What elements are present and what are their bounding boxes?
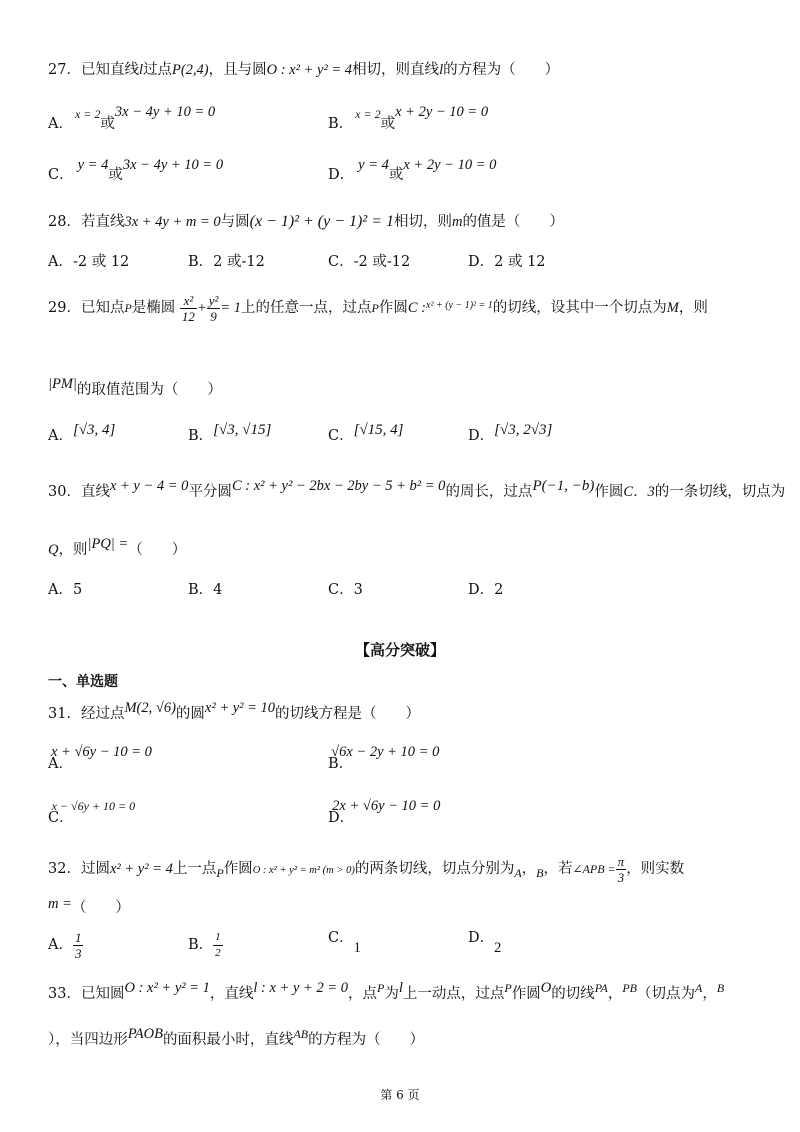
q32-option-a: A． $\frac{1}{3}$ (48, 929, 82, 961)
q28-stem: 28．若直线3x + 4y + m = 0与圆(x − 1)² + (y − 1)² = 1相切，则m的值是（ ） (48, 213, 564, 230)
angle-frac: $\frac{\pi}{3}$ (617, 853, 625, 885)
q27-option-a: A．x = 2或3x − 4y + 10 = 0 (48, 104, 216, 132)
subsection-title: 一、单选题 (48, 674, 118, 690)
page-number: 第 6 页 (380, 1088, 420, 1102)
q29-option-a: A．[√3, 4] (48, 422, 116, 444)
q32-option-b: B． $\frac{1}{2}$ (188, 930, 221, 959)
q30-stem: 30．直线x + y − 4 = 0平分圆C : x² + y² − 2bx − 2by − 5 + b² = 0的周长，过点P(−1, −b)作圆C．3的一条切线，切点为 (48, 478, 786, 500)
q28-option-b: B．2 或-12 (188, 254, 265, 270)
q31-option-d: D．2x + √6y − 10 = 0 (328, 798, 441, 826)
q28-option-d: D．2 或 12 (468, 254, 546, 270)
q27-option-c: C．y = 4或3x − 4y + 10 = 0 (48, 157, 224, 183)
q31-option-a: A．x + √6y − 10 = 0 (48, 744, 152, 772)
q32-option-c: C．1 (328, 930, 361, 956)
q30-option-c: C．3 (328, 582, 363, 598)
q29-option-c: C．[√15, 4] (328, 422, 404, 444)
section-title: 【高分突破】 (354, 641, 445, 659)
q29-stem: 29．已知点P是椭圆 $\frac{\text{x²}}{12}$ + $\frac{\text{y²}}{9}$ = 1上的任意一点，过点P作圆C :$^{x^2 + (y - 1)^2 = 1}$的切线，设其中一个切点为M，则 (48, 292, 708, 324)
q33-stem: 33．已知圆O : x² + y² = 1，直线l : x + y + 2 = 0，点P为l上一动点，过点P作圆O的切线PA，PB（切点为A，B (48, 980, 725, 1002)
q28-option-a: A．-2 或 12 (48, 254, 130, 270)
q28-option-c: C．-2 或-12 (328, 254, 411, 270)
q32-stem-line2: m =（ ） (48, 896, 130, 916)
q27-option-d: D．y = 4或x + 2y − 10 = 0 (328, 157, 497, 183)
q30-option-a: A．5 (48, 582, 83, 598)
q29-stem-line2: |PM|的取值范围为（ ） (48, 376, 222, 398)
q29-option-d: D．[√3, 2√3] (468, 422, 553, 444)
ellipse-frac-x: $\frac{\text{x²}}{12}$ (181, 292, 195, 324)
q30-option-b: B．4 (188, 582, 223, 598)
q31-stem: 31．经过点M(2, √6)的圆x² + y² = 10的切线方程是（ ） (48, 700, 421, 722)
ellipse-frac-y: $\frac{\text{y²}}{9}$ (208, 292, 219, 324)
q30-option-d: D．2 (468, 582, 504, 598)
q32-stem: 32．过圆x² + y² = 4上一点$_P$作圆O : x² + y² = m² (m > 0)的两条切线，切点分别为$_A$，$_B$，若∠APB = $\frac{\pi}{3}$ ，则实数 (48, 853, 685, 885)
q31-option-c: C．x − √6y + 10 = 0 (48, 799, 136, 826)
q29-option-b: B．[√3, √15] (188, 422, 272, 444)
q30-stem-line2: Q，则|PQ| =（ ） (48, 536, 187, 558)
q31-option-b: B．√6x − 2y + 10 = 0 (328, 744, 440, 772)
q27-option-b: B．x = 2或x + 2y − 10 = 0 (328, 104, 489, 132)
q27-stem: 27．已知直线l过点P(2,4)，且与圆O : x² + y² = 4相切，则直线l的方程为（ ） (48, 62, 560, 78)
q32-option-d: D．2 (468, 930, 502, 956)
q33-stem-line2: ），当四边形PAOB的面积最小时，直线AB的方程为（ ） (48, 1026, 425, 1048)
